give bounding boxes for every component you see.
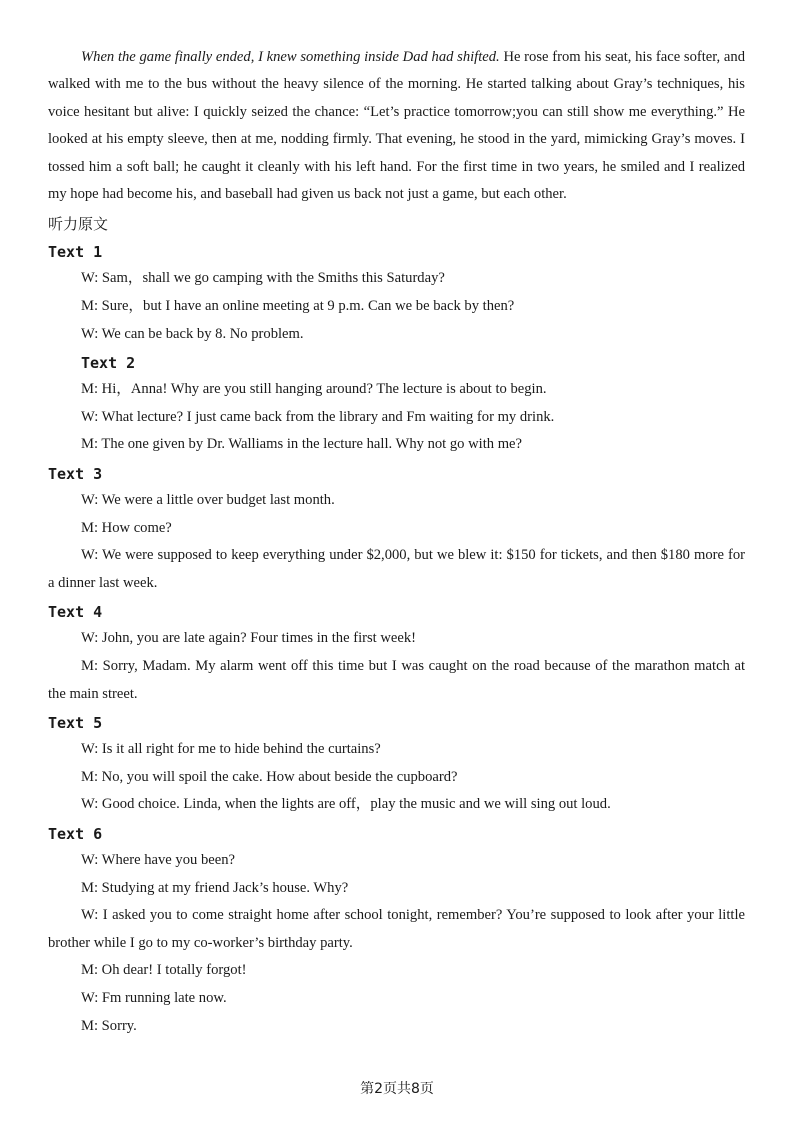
text-3-section: [48, 461, 745, 597]
text-4-heading: Text 4: [48, 603, 103, 622]
page-number-footer: 第2页共8页: [360, 1081, 434, 1097]
dialogue-line: W: We were a little over budget last month.: [81, 492, 335, 508]
text-5-heading: Text 5: [48, 714, 103, 733]
dialogue-line: M: No, you will spoil the cake. How about beside the cupboard?: [81, 768, 458, 785]
text-4-section: [48, 599, 745, 708]
text-2-section: [48, 350, 745, 459]
text-6-section: [48, 821, 745, 1040]
dialogue-line: M: Sorry.: [81, 1017, 137, 1034]
dialogue-line: W: Good choice. Linda, when the lights are off，play the music and we will sing out loud.: [81, 796, 611, 813]
dialogue-line: M: Oh dear! I totally forgot!: [81, 962, 247, 979]
text-6-heading: Text 6: [48, 824, 103, 843]
dialogue-line: M: The one given by Dr. Walliams in the lecture hall. Why not go with me?: [81, 436, 523, 453]
dialogue-line: W: We were supposed to keep everything under $2,000, but we blew it: $150 for tickets, and then $180 more for a dinner last week.: [48, 547, 745, 591]
text-1-heading: Text 1: [48, 243, 103, 262]
text-2-heading: Text 2: [81, 354, 136, 373]
dialogue-line: M: Studying at my friend Jack’s house. Why?: [81, 879, 349, 896]
dialogue-line: M: How come?: [81, 519, 172, 536]
dialogue-line: M: Sure，but I have an online meeting at 9 p.m. Can we be back by then?: [81, 298, 515, 315]
text-1-section: [48, 239, 745, 348]
story-body: He rose from his seat, his face softer, and walked with me to the bus without the heavy silence of the morning. He started talking about Gray’s techniques, his voice hesitant but alive: I quickly seized the chance: “Let’s practice tomorrow;you can still show me everything.” He looked at his empty sleeve, then at me, nodding firmly. That evening, he stood in the yard, mimicking Gray’s moves. I tossed him a soft ball; he caught it cleanly with his left hand. For the first time in two years, he smiled and I realized my hope had become his, and baseball had given us back not just a game, but each other.: [48, 49, 745, 203]
dialogue-line: W: We can be back by 8. No problem.: [81, 325, 304, 342]
text-3-heading: Text 3: [48, 465, 103, 483]
dialogue-line: M: Sorry, Madam. My alarm went off this time but I was caught on the road because of the marathon match at the main street.: [48, 657, 745, 702]
text-5-section: [48, 710, 745, 819]
dialogue-line: W: Sam，shall we go camping with the Smiths this Saturday?: [81, 270, 445, 287]
dialogue-line: M: Hi，Anna! Why are you still hanging around? The lecture is about to begin.: [81, 381, 547, 398]
dialogue-line: W: Where have you been?: [81, 851, 235, 868]
story-paragraph: [48, 44, 745, 208]
dialogue-line: W: What lecture? I just came back from the library and Fm waiting for my drink.: [81, 408, 555, 425]
document-page: [48, 44, 745, 1040]
dialogue-line: W: Is it all right for me to hide behind the curtains?: [81, 741, 381, 758]
story-italic-lead: When the game finally ended, I knew something inside Dad had shifted.: [81, 49, 500, 65]
transcript-heading: 听力原文: [48, 215, 109, 234]
dialogue-line: W: Fm running late now.: [81, 989, 227, 1006]
dialogue-line: W: John, you are late again? Four times in the first week!: [81, 630, 417, 647]
dialogue-line: W: I asked you to come straight home after school tonight, remember? You’re supposed to look after your little brother while I go to my co-worker’s birthday party.: [48, 907, 745, 951]
